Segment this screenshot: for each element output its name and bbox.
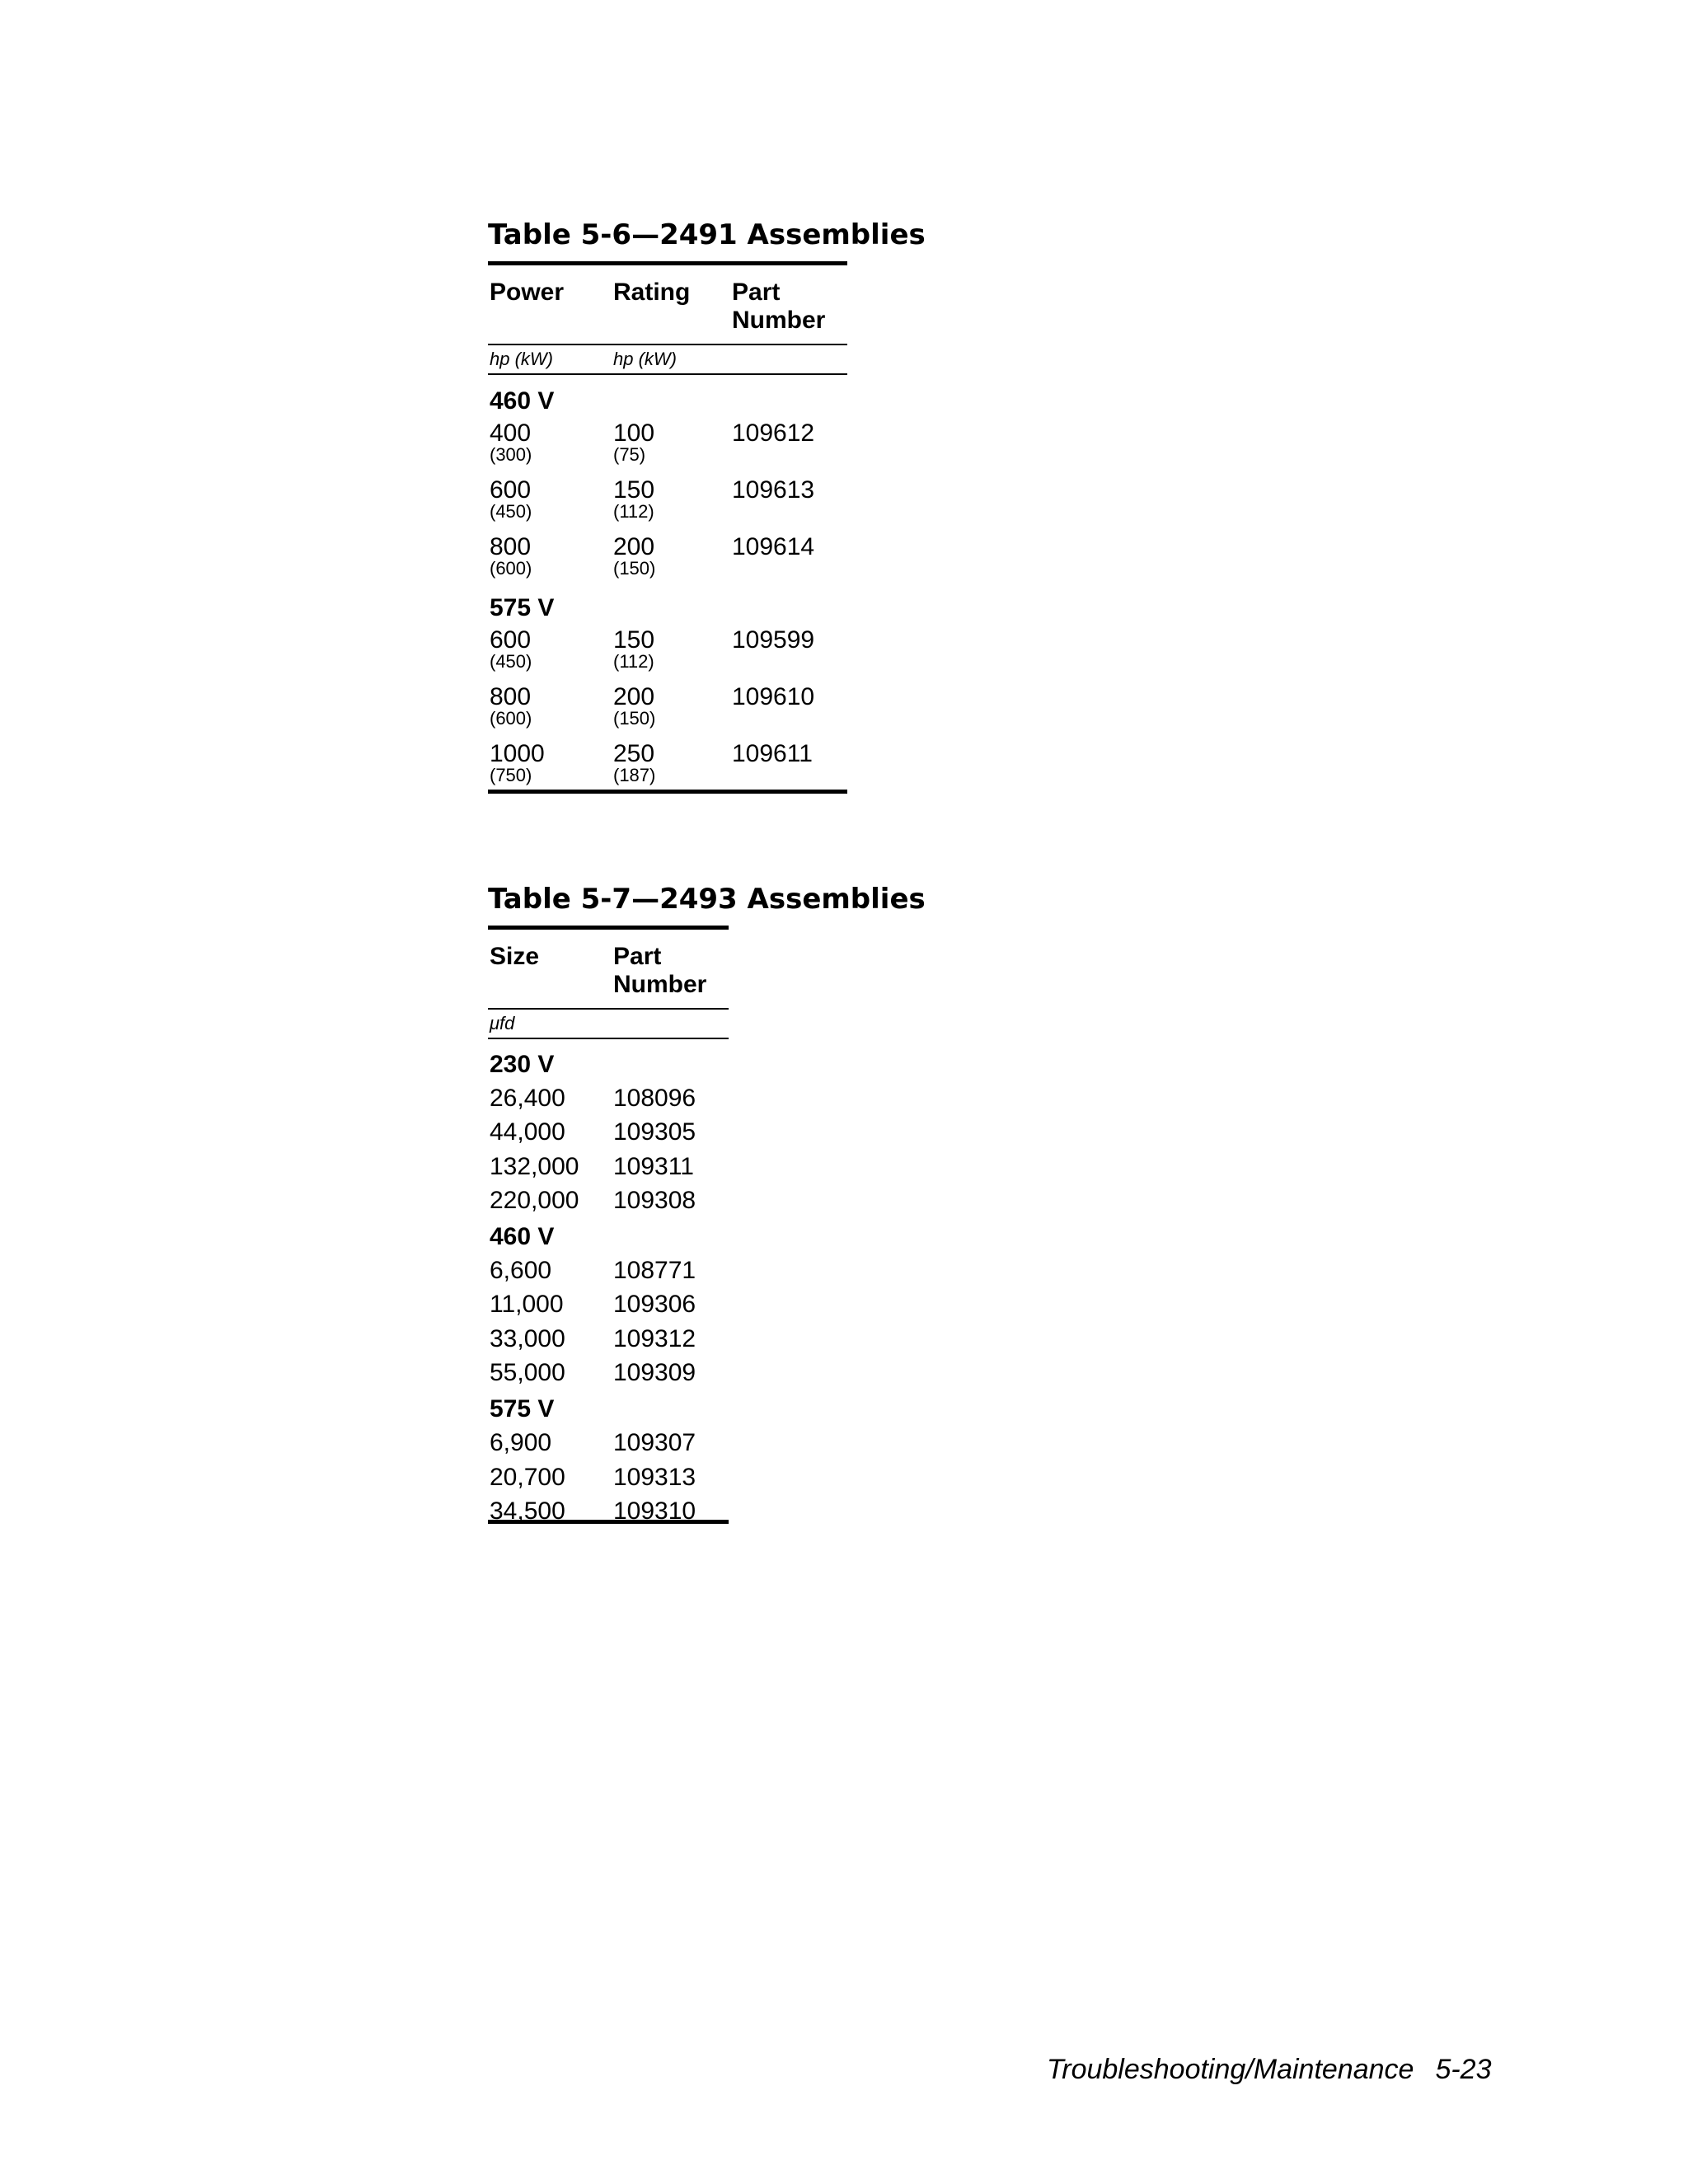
unit-rule [488, 373, 847, 375]
size-value: 26,400 [490, 1085, 565, 1112]
power-kw: (600) [490, 708, 532, 729]
part-number: 109311 [613, 1153, 694, 1180]
group-label: 575 V [490, 594, 555, 621]
footer-section-title: Troubleshooting/Maintenance [1047, 2054, 1414, 2085]
group-label: 460 V [490, 387, 555, 415]
unit-rule [488, 1038, 729, 1039]
rating-kw: (150) [613, 558, 656, 579]
power-hp: 1000 [490, 740, 545, 767]
group-label: 575 V [490, 1395, 555, 1422]
table-5-6 [488, 216, 926, 793]
table-title: Table 5-6—2491 Assemblies [488, 218, 926, 251]
power-kw: (600) [490, 558, 532, 579]
unit-size: μfd [490, 1013, 515, 1033]
part-number: 109612 [732, 419, 815, 447]
part-number: 109610 [732, 683, 815, 710]
rating-hp: 150 [613, 476, 655, 504]
part-number: 109599 [732, 626, 815, 654]
unit-rating: hp (kW) [613, 349, 677, 369]
column-header-part-number: Part Number [732, 279, 826, 334]
column-header-part-number: Part Number [613, 943, 707, 998]
part-number: 109307 [613, 1429, 696, 1456]
group-label: 230 V [490, 1051, 555, 1078]
size-value: 6,600 [490, 1257, 552, 1284]
unit-power: hp (kW) [490, 349, 553, 369]
rating-kw: (75) [613, 444, 646, 465]
table-bottom-rule [488, 790, 847, 794]
part-number: 108771 [613, 1257, 696, 1284]
power-hp: 600 [490, 626, 532, 654]
column-header-rating: Rating [613, 279, 691, 306]
group-label: 460 V [490, 1223, 555, 1250]
part-number: 109611 [732, 740, 813, 767]
size-value: 11,000 [490, 1291, 564, 1318]
column-header-size: Size [490, 943, 540, 970]
rating-kw: (112) [613, 501, 654, 522]
table-bottom-rule [488, 1520, 729, 1524]
table-top-rule [488, 926, 729, 930]
rating-kw: (150) [613, 708, 656, 729]
size-value: 55,000 [490, 1359, 565, 1386]
part-number: 109305 [613, 1118, 696, 1146]
table-title: Table 5-7—2493 Assemblies [488, 883, 926, 916]
part-number: 109312 [613, 1325, 696, 1352]
power-kw: (450) [490, 501, 532, 522]
table-top-rule [488, 261, 847, 265]
power-kw: (450) [490, 651, 532, 672]
rating-hp: 200 [613, 683, 655, 710]
power-hp: 800 [490, 533, 532, 560]
power-hp: 400 [490, 419, 532, 447]
rating-kw: (112) [613, 651, 654, 672]
part-number: 109614 [732, 533, 815, 560]
rating-hp: 200 [613, 533, 655, 560]
part-number: 109310 [613, 1497, 696, 1525]
table-5-7 [488, 880, 926, 1540]
size-value: 44,000 [490, 1118, 565, 1146]
part-number: 109613 [732, 476, 815, 504]
page-footer [1047, 2055, 1492, 2083]
part-number: 109306 [613, 1291, 696, 1318]
size-value: 20,700 [490, 1464, 565, 1491]
header-rule [488, 1008, 729, 1010]
rating-kw: (187) [613, 765, 656, 785]
part-number: 109313 [613, 1464, 696, 1491]
page-number: 5-23 [1435, 2054, 1492, 2085]
power-hp: 600 [490, 476, 532, 504]
size-value: 6,900 [490, 1429, 552, 1456]
rating-hp: 150 [613, 626, 655, 654]
power-kw: (750) [490, 765, 532, 785]
column-header-power: Power [490, 279, 565, 306]
power-kw: (300) [490, 444, 532, 465]
header-rule [488, 344, 847, 345]
size-value: 132,000 [490, 1153, 579, 1180]
size-value: 220,000 [490, 1187, 579, 1214]
rating-hp: 250 [613, 740, 655, 767]
size-value: 34,500 [490, 1497, 565, 1525]
part-number: 108096 [613, 1085, 696, 1112]
size-value: 33,000 [490, 1325, 565, 1352]
power-hp: 800 [490, 683, 532, 710]
part-number: 109309 [613, 1359, 696, 1386]
part-number: 109308 [613, 1187, 696, 1214]
rating-hp: 100 [613, 419, 655, 447]
